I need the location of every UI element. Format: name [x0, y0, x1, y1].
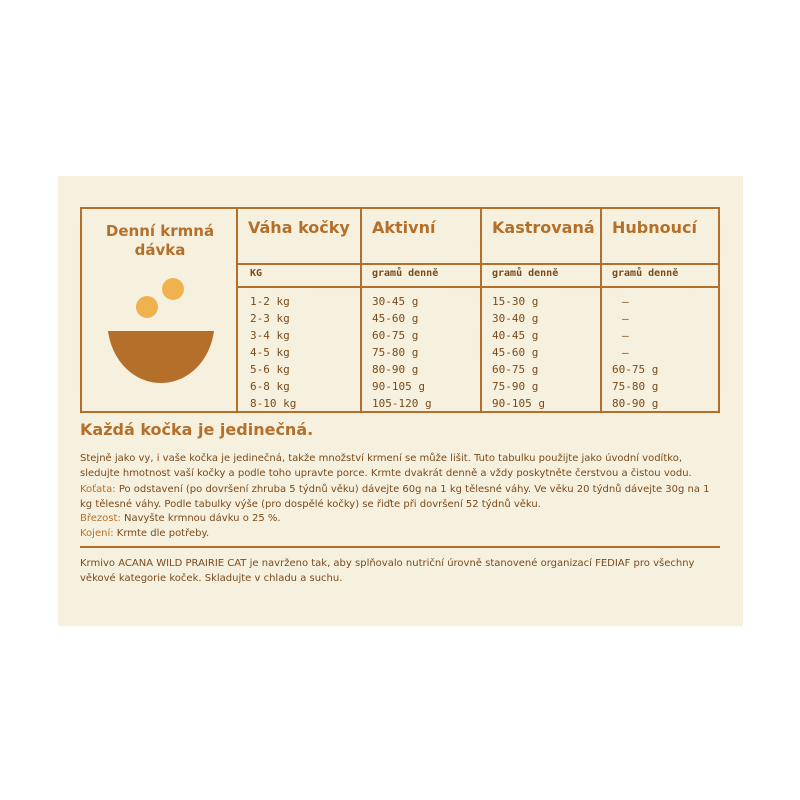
active-column	[372, 293, 432, 412]
subheader-grams: gramů denně	[492, 268, 559, 279]
kittens-text: Po odstavení (po dovršení zhruba 5 týdnů věku) dávejte 60g na 1 kg tělesné váhy. Ve věku 20 týdnů dávejte 30g na 1 kg tělesné váhy. Podle tabulky výše (pro dospělé kočky) se řiďte při dovršení 52 týdnů věku.	[80, 484, 710, 511]
table-cell: 60-75 g	[372, 329, 419, 342]
table-cell: 60-75 g	[492, 363, 539, 376]
pregnancy-label: Březost:	[80, 513, 121, 524]
table-cell: 30-40 g	[492, 312, 539, 325]
section-heading: Každá kočka je jedinečná.	[80, 420, 314, 439]
table-cell: 1-2 kg	[250, 295, 290, 308]
table-cell: 90-105 g	[492, 397, 545, 410]
pregnancy-note	[80, 511, 720, 526]
pregnancy-text: Navyšte krmnou dávku o 25 %.	[120, 513, 281, 524]
subheader-grams: gramů denně	[612, 268, 679, 279]
table-title: Denní krmná dávka	[105, 222, 215, 259]
neutered-column	[492, 293, 545, 412]
subheader-grams: gramů denně	[372, 268, 439, 279]
table-cell: 2-3 kg	[250, 312, 290, 325]
table-cell: 45-60 g	[372, 312, 419, 325]
table-cell: 5-6 kg	[250, 363, 290, 376]
table-divider	[360, 209, 362, 411]
kittens-label: Koťata:	[80, 484, 116, 495]
table-cell: 90-105 g	[372, 380, 425, 393]
table-cell: 105-120 g	[372, 397, 432, 410]
table-cell: —	[622, 346, 629, 359]
table-cell: 75-90 g	[492, 380, 539, 393]
table-cell: 75-80 g	[612, 380, 659, 393]
table-cell: 45-60 g	[492, 346, 539, 359]
table-divider	[600, 209, 602, 411]
table-cell: 15-30 g	[492, 295, 539, 308]
table-cell: 8-10 kg	[250, 397, 297, 410]
food-bowl-icon	[106, 275, 216, 385]
table-cell: 75-80 g	[372, 346, 419, 359]
kittens-note	[80, 482, 720, 513]
table-cell: 3-4 kg	[250, 329, 290, 342]
nursing-text: Krmte dle potřeby.	[113, 528, 210, 539]
intro-text: Stejně jako vy, i vaše kočka je jedinečná, takže množství krmení se může lišit. Tuto tabulku použijte jako úvodní vodítko, sledujte hmotnost vaší kočky a podle toho upravte porce. Krmte dvakrát denně a vždy poskytněte čerstvou a čistou vodu.	[80, 453, 692, 480]
table-cell: —	[622, 312, 629, 325]
feeding-table	[80, 207, 720, 413]
table-divider	[238, 286, 718, 288]
table-cell: 6-8 kg	[250, 380, 290, 393]
column-header-active: Aktivní	[372, 218, 436, 237]
table-divider	[480, 209, 482, 411]
weights-column	[250, 293, 296, 412]
nursing-note	[80, 526, 720, 541]
column-header-weight: Váha kočky	[248, 218, 350, 237]
column-header-neutered: Kastrovaná	[492, 218, 595, 237]
table-cell: —	[622, 295, 629, 308]
nursing-label: Kojení:	[80, 528, 114, 539]
footer-text: Krmivo ACANA WILD PRAIRIE CAT je navrženo tak, aby splňovalo nutriční úrovně stanovené organizací FEDIAF pro všechny věkové kategorie koček. Skladujte v chladu a suchu.	[80, 558, 695, 585]
table-cell: 60-75 g	[612, 363, 659, 376]
table-cell: 80-90 g	[612, 397, 659, 410]
table-divider	[238, 263, 718, 265]
section-divider	[80, 546, 720, 548]
table-cell: 80-90 g	[372, 363, 419, 376]
table-cell: —	[622, 329, 629, 342]
table-cell: 4-5 kg	[250, 346, 290, 359]
table-cell: 30-45 g	[372, 295, 419, 308]
table-cell: 40-45 g	[492, 329, 539, 342]
slimming-column	[612, 293, 658, 412]
subheader-kg: KG	[250, 268, 263, 279]
column-header-slimming: Hubnoucí	[612, 218, 697, 237]
